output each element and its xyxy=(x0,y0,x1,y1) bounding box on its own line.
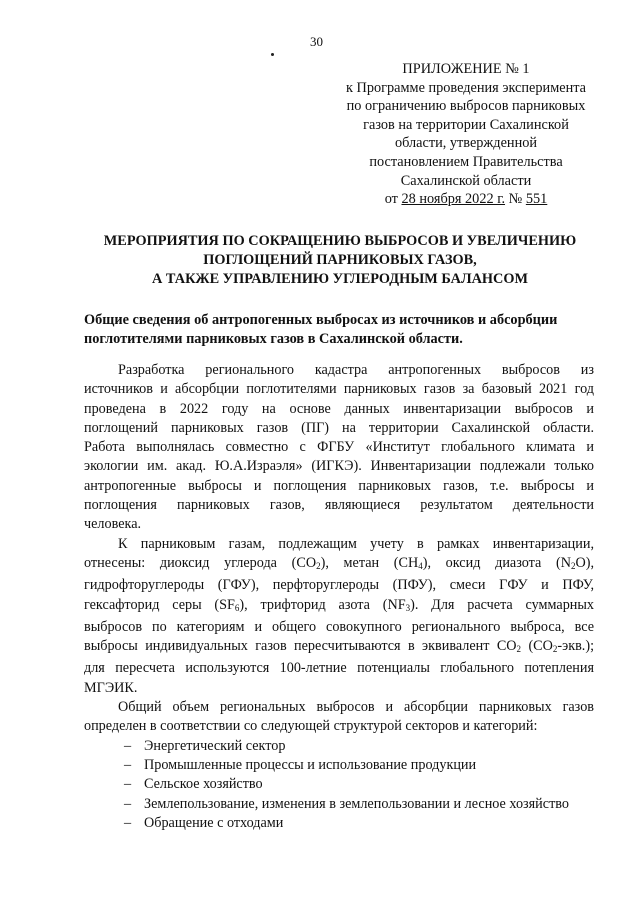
subscript: 3 xyxy=(405,602,411,613)
paragraph-line xyxy=(84,637,594,659)
text-run: выбросы индивидуальных газов пересчитываются в эквивалент СО xyxy=(84,638,517,655)
paragraph-line: К парниковым газам, подлежащим учету в рамках инвентаризации, xyxy=(118,535,594,552)
subscript: 6 xyxy=(234,602,240,613)
paragraph-line xyxy=(84,596,594,618)
stray-dot xyxy=(271,53,274,56)
paragraph-line: антропогенные выбросы и поглощения парниковых газов, т.е. выбросы и xyxy=(84,477,594,494)
paragraph-line: Работа выполнялась совместно с ФГБУ «Институт глобального климата и xyxy=(84,439,594,456)
appendix-line: области, утвержденной xyxy=(394,135,538,152)
subscript: 2 xyxy=(570,560,576,571)
list-item xyxy=(84,756,594,775)
appendix-header xyxy=(326,60,606,209)
paragraph-line: экологии им. акад. Ю.А.Израэля» (ИГКЭ). Инвентаризации подлежали только xyxy=(84,458,594,475)
appendix-line: по ограничению выбросов парниковых xyxy=(346,98,586,115)
sector-list xyxy=(84,737,594,833)
appendix-line: Сахалинской области xyxy=(400,172,532,189)
text-run: ), метан (СН xyxy=(320,554,419,571)
paragraph-line: человека. xyxy=(84,516,142,533)
list-dash: – xyxy=(124,737,132,754)
list-item-text: Землепользование, изменения в землепользовании и лесное хозяйство xyxy=(144,795,569,812)
list-item xyxy=(84,737,594,756)
paragraph-line: поглощения парниковых газов, являющиеся результатом деятельности xyxy=(84,497,594,514)
subscript: 2 xyxy=(552,644,558,655)
subscript: 2 xyxy=(316,560,321,571)
appendix-line: газов на территории Сахалинской xyxy=(363,116,569,133)
paragraph-line: Общий объем региональных выбросов и абсорбции парниковых газов xyxy=(118,699,594,716)
appendix-line: к Программе проведения эксперимента xyxy=(345,79,587,96)
list-item-text: Промышленные процессы и использование продукции xyxy=(144,756,477,773)
section-title-line: Общие сведения об антропогенных выбросах из источников и абсорбции xyxy=(84,312,558,328)
body-text xyxy=(84,361,594,833)
paragraph-line: МГЭИК. xyxy=(84,679,138,696)
paragraph-line: для пересчета используются 100-летние потенциалы глобального потепления xyxy=(84,660,594,677)
list-dash: – xyxy=(124,776,132,793)
list-item xyxy=(84,795,594,814)
list-item xyxy=(84,814,594,833)
appendix-date-line xyxy=(326,190,606,209)
text-run: О), xyxy=(575,554,594,571)
subscript: 4 xyxy=(418,560,423,571)
text-run: ), трифторид азота (NF xyxy=(239,596,406,613)
list-item-text: Энергетический сектор xyxy=(144,737,286,754)
list-dash: – xyxy=(124,814,132,831)
paragraph-line xyxy=(84,554,594,576)
list-item-text: Обращение с отходами xyxy=(144,814,284,831)
main-title-line: ПОГЛОЩЕНИЙ ПАРНИКОВЫХ ГАЗОВ, xyxy=(203,252,477,268)
paragraph-line: Разработка регионального кадастра антропогенных выбросов из xyxy=(118,362,594,378)
paragraph-line: определен в соответствии со следующей структурой секторов и категорий: xyxy=(84,718,538,735)
paragraph-line: гидрофторуглероды (ГФУ), перфторуглероды (ПФУ), смеси ГФУ и ПФУ, xyxy=(84,577,594,594)
main-title-line: А ТАКЖЕ УПРАВЛЕНИЮ УГЛЕРОДНЫМ БАЛАНСОМ xyxy=(152,271,528,287)
section-title xyxy=(84,311,604,349)
paragraph-line: источников и абсорбции поглотителями парниковых газов за базовый 2021 год xyxy=(84,381,594,398)
list-dash: – xyxy=(124,756,132,773)
date-prefix: от xyxy=(384,191,398,208)
text-run: ), оксид диазота (N xyxy=(422,554,571,571)
section-title-line: поглотителями парниковых газов в Сахалинской области. xyxy=(84,331,463,347)
appendix-number: 551 xyxy=(525,191,548,208)
appendix-line: постановлением Правительства xyxy=(369,153,563,170)
text-run: (СО xyxy=(521,638,553,655)
number-prefix: № xyxy=(508,191,523,208)
appendix-line: ПРИЛОЖЕНИЕ № 1 xyxy=(402,61,530,77)
paragraph-line: проведена в 2022 году на основе данных инвентаризации выбросов и xyxy=(84,400,594,417)
text-run: гексафторид серы (SF xyxy=(84,596,235,613)
paragraph-line: поглощений парниковых газов (ПГ) на территории Сахалинской области. xyxy=(84,419,594,436)
list-item-text: Сельское хозяйство xyxy=(144,776,263,793)
text-run: -экв.); xyxy=(557,638,595,655)
list-item xyxy=(84,775,594,794)
main-title xyxy=(60,232,620,289)
page-number: 30 xyxy=(310,34,323,49)
text-run: отнесены: диоксид углерода (СО xyxy=(84,554,317,571)
list-dash: – xyxy=(124,795,132,812)
subscript: 2 xyxy=(516,644,522,655)
text-run: ). Для расчета суммарных xyxy=(410,596,595,613)
paragraph-line: выбросов по категориям и общего совокупного регионального выброса, все xyxy=(84,618,594,635)
appendix-date: 28 ноября 2022 г. xyxy=(401,191,506,208)
main-title-line: МЕРОПРИЯТИЯ ПО СОКРАЩЕНИЮ ВЫБРОСОВ И УВЕЛИЧЕНИЮ xyxy=(103,233,577,249)
